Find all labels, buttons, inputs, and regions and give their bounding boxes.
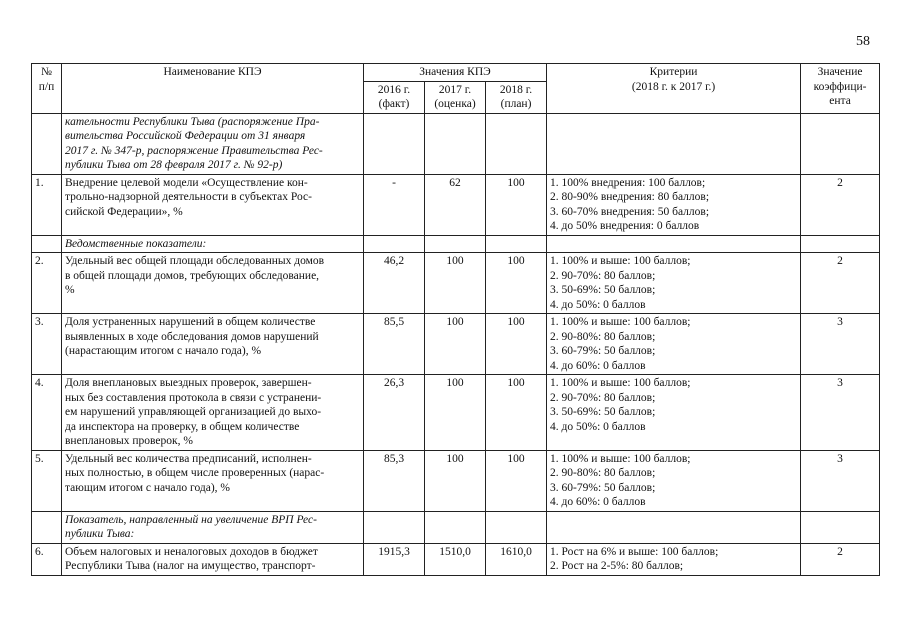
value-2016: 26,3 xyxy=(364,375,425,451)
header-name: Наименование КПЭ xyxy=(62,64,364,114)
kpe-name-line: Доля внеплановых выездных проверок, завершен- xyxy=(65,377,312,389)
criteria-line: 4. до 50%: 0 баллов xyxy=(550,420,646,433)
kpe-name xyxy=(62,314,364,375)
coefficient-value: 3 xyxy=(801,314,880,375)
value-2017: 100 xyxy=(425,450,486,511)
criteria xyxy=(547,174,801,235)
section-title xyxy=(62,511,364,543)
section-title-line: публики Тыва: xyxy=(65,528,135,540)
coefficient-value: 2 xyxy=(801,174,880,235)
criteria-line: 2. Рост на 2-5%: 80 баллов; xyxy=(550,560,684,572)
criteria-line: 3. 50-69%: 50 баллов; xyxy=(550,284,656,296)
criteria xyxy=(547,450,801,511)
value-2018: 100 xyxy=(486,174,547,235)
criteria-line: 2. 80-90% внедрения: 80 баллов; xyxy=(550,191,710,203)
value-2018: 100 xyxy=(486,450,547,511)
page-number: 58 xyxy=(856,34,870,49)
continuation-line: кательности Республики Тыва (распоряжение Пра- xyxy=(65,115,320,128)
kpe-name xyxy=(62,253,364,314)
value-2018: 1610,0 xyxy=(486,543,547,575)
kpe-name-line: выявленных в ходе обследования домов нарушений xyxy=(65,330,319,343)
continuation-line: вительства Российской Федерации от 31 января xyxy=(65,130,306,142)
kpe-name-line: тающим итогом с начало года), % xyxy=(65,481,231,494)
value-2018: 100 xyxy=(486,253,547,314)
section-title-line: Показатель, направленный на увеличение ВРП Рес- xyxy=(65,513,317,526)
value-2018: 100 xyxy=(486,375,547,451)
kpe-name-line: ных полностью, в общем числе проверенных (нарас- xyxy=(65,467,325,479)
criteria-line: 4. до 60%: 0 баллов xyxy=(550,359,646,372)
kpe-name-line: Объем налоговых и неналоговых доходов в бюджет xyxy=(65,545,318,558)
criteria-line: 1. 100% и выше: 100 баллов; xyxy=(550,377,691,389)
continuation-line: 2017 г. № 347-р, распоряжение Правительства Рес- xyxy=(65,144,323,157)
header-2018: 2018 г. (план) xyxy=(486,81,547,113)
section-row xyxy=(32,235,880,253)
table-row xyxy=(32,174,880,235)
row-number: 2. xyxy=(32,253,62,314)
criteria-line: 4. до 60%: 0 баллов xyxy=(550,496,646,508)
criteria-line: 1. 100% и выше: 100 баллов; xyxy=(550,452,691,465)
kpe-name-line: Внедрение целевой модели «Осуществление кон- xyxy=(65,176,308,189)
continuation-line: публики Тыва от 28 февраля 2017 г. № 92-р) xyxy=(65,159,283,171)
criteria-line: 2. 90-80%: 80 баллов; xyxy=(550,330,656,343)
criteria-line: 2. 90-70%: 80 баллов; xyxy=(550,391,656,404)
value-2016: - xyxy=(364,174,425,235)
value-2017: 100 xyxy=(425,253,486,314)
table-row xyxy=(32,543,880,575)
section-row xyxy=(32,511,880,543)
value-2016: 1915,3 xyxy=(364,543,425,575)
criteria-line: 3. 50-69%: 50 баллов; xyxy=(550,406,656,418)
kpe-table-body xyxy=(32,113,880,575)
kpe-table xyxy=(31,63,880,576)
continuation-text xyxy=(62,113,364,174)
header-values-group: Значения КПЭ xyxy=(364,64,547,82)
criteria-line: 4. до 50% внедрения: 0 баллов xyxy=(550,220,700,232)
value-2017: 1510,0 xyxy=(425,543,486,575)
criteria xyxy=(547,314,801,375)
value-2016: 85,5 xyxy=(364,314,425,375)
kpe-name-line: % xyxy=(65,284,75,296)
coefficient-value: 3 xyxy=(801,450,880,511)
value-2017: 62 xyxy=(425,174,486,235)
criteria-line: 1. Рост на 6% и выше: 100 баллов; xyxy=(550,545,719,558)
criteria-line: 3. 60-79%: 50 баллов; xyxy=(550,345,656,357)
kpe-name xyxy=(62,450,364,511)
table-row xyxy=(32,253,880,314)
kpe-name-line: ем нарушений управляющей организацией до выхо- xyxy=(65,406,322,418)
criteria-line: 2. 90-70%: 80 баллов; xyxy=(550,269,656,282)
header-criteria: Критерии (2018 г. к 2017 г.) xyxy=(547,64,801,114)
criteria xyxy=(547,253,801,314)
continuation-row xyxy=(32,113,880,174)
kpe-name-line: трольно-надзорной деятельности в субъектах Рос- xyxy=(65,191,312,203)
criteria-line: 3. 60-79%: 50 баллов; xyxy=(550,481,656,494)
value-2018: 100 xyxy=(486,314,547,375)
row-number: 4. xyxy=(32,375,62,451)
kpe-name-line: ных без составления протокола в связи с устранени- xyxy=(65,391,322,404)
kpe-name-line: (нарастающим итогом с начало года), % xyxy=(65,345,262,357)
criteria xyxy=(547,543,801,575)
value-2017: 100 xyxy=(425,314,486,375)
criteria xyxy=(547,375,801,451)
kpe-name xyxy=(62,543,364,575)
kpe-name xyxy=(62,174,364,235)
kpe-name-line: сийской Федерации», % xyxy=(65,205,183,218)
criteria-line: 1. 100% внедрения: 100 баллов; xyxy=(550,176,706,189)
header-2017: 2017 г. (оценка) xyxy=(425,81,486,113)
kpe-name-line: в общей площади домов, требующих обследование, xyxy=(65,269,320,282)
criteria-line: 2. 90-80%: 80 баллов; xyxy=(550,467,656,479)
coefficient-value: 2 xyxy=(801,543,880,575)
kpe-name-line: да инспектора на проверку, в общем количестве xyxy=(65,420,300,433)
table-row xyxy=(32,314,880,375)
table-row xyxy=(32,375,880,451)
criteria-line: 4. до 50%: 0 баллов xyxy=(550,298,646,311)
value-2017: 100 xyxy=(425,375,486,451)
header-koef: Значение коэффици- ента xyxy=(801,64,880,114)
row-number: 1. xyxy=(32,174,62,235)
section-title: Ведомственные показатели: xyxy=(62,235,364,253)
kpe-name-line: Удельный вес количества предписаний, исполнен- xyxy=(65,452,312,465)
kpe-name-line: внеплановых проверок, % xyxy=(65,435,193,447)
header-num: № п/п xyxy=(32,64,62,114)
criteria-line: 1. 100% и выше: 100 баллов; xyxy=(550,316,691,328)
row-number: 3. xyxy=(32,314,62,375)
value-2016: 46,2 xyxy=(364,253,425,314)
coefficient-value: 3 xyxy=(801,375,880,451)
row-number: 5. xyxy=(32,450,62,511)
criteria-line: 1. 100% и выше: 100 баллов; xyxy=(550,255,691,267)
kpe-name-line: Удельный вес общей площади обследованных домов xyxy=(65,255,325,267)
table-row xyxy=(32,450,880,511)
value-2016: 85,3 xyxy=(364,450,425,511)
kpe-name-line: Доля устраненных нарушений в общем количестве xyxy=(65,316,316,328)
kpe-name-line: Республики Тыва (налог на имущество, транспорт- xyxy=(65,560,316,572)
kpe-name xyxy=(62,375,364,451)
row-number: 6. xyxy=(32,543,62,575)
header-2016: 2016 г. (факт) xyxy=(364,81,425,113)
coefficient-value: 2 xyxy=(801,253,880,314)
criteria-line: 3. 60-70% внедрения: 50 баллов; xyxy=(550,205,710,218)
